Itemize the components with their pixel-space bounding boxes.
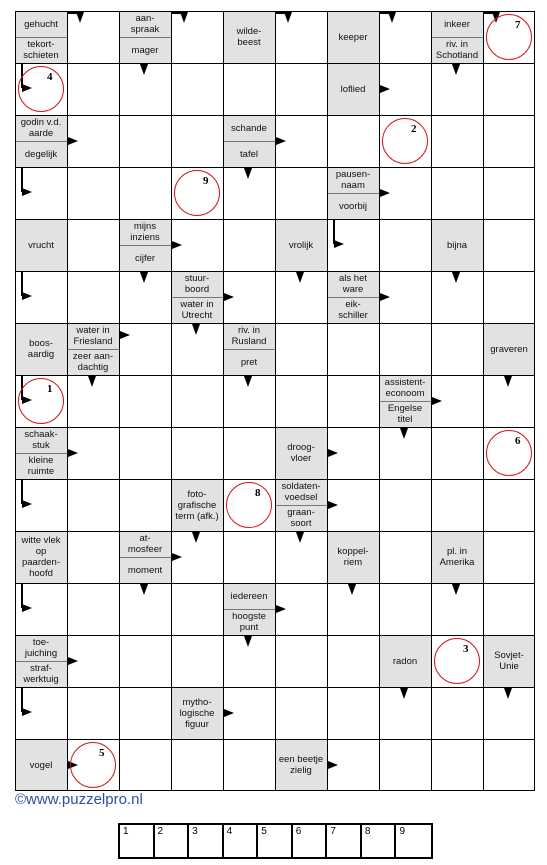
answer-cell[interactable] [431, 323, 483, 375]
clue-cell [171, 687, 223, 739]
clue-text: bijna [446, 239, 468, 251]
circle-number: 1 [47, 383, 53, 395]
circle-number: 6 [515, 435, 521, 447]
arrow-right-icon [172, 241, 182, 249]
arrow-right-icon [22, 708, 32, 716]
answer-cell[interactable] [223, 739, 275, 791]
clue-text: tafel [240, 148, 258, 160]
answer-cell[interactable] [327, 375, 379, 427]
grid-line [15, 115, 535, 116]
grid-line [171, 11, 172, 791]
clue-text: hoogste punt [232, 611, 266, 633]
arrow-stem [68, 12, 80, 14]
grid-line [15, 323, 535, 324]
grid-line [483, 11, 484, 791]
arrow-down-icon [140, 584, 148, 595]
arrow-right-icon [380, 293, 390, 301]
arrow-down-icon [296, 532, 304, 543]
clue-text: riv. in Schotland [435, 39, 479, 61]
clue-divider [67, 349, 119, 350]
arrow-right-icon [276, 605, 286, 613]
clue-text: iedereen [230, 590, 268, 602]
solution-index: 3 [192, 826, 198, 837]
clue-divider [119, 245, 171, 246]
clue-cell [483, 323, 535, 375]
clue-cell [119, 531, 171, 583]
answer-cell[interactable] [171, 635, 223, 687]
arrow-stem [172, 12, 184, 14]
solution-box[interactable] [258, 825, 293, 857]
clue-text: wilde- beest [236, 26, 262, 48]
clue-divider [223, 349, 275, 350]
answer-cell[interactable] [67, 479, 119, 531]
answer-cell[interactable] [67, 11, 119, 63]
arrow-down-icon [76, 12, 84, 23]
clue-text: Engelse titel [387, 403, 423, 425]
circle-number: 7 [515, 19, 521, 31]
answer-cell[interactable] [67, 687, 119, 739]
arrow-down-icon [504, 688, 512, 699]
clue-divider [223, 609, 275, 610]
clue-text: schande [231, 122, 267, 134]
clue-cell [431, 219, 483, 271]
solution-circle [18, 66, 64, 112]
clue-text: godin v.d. aarde [20, 117, 62, 139]
arrow-down-icon [348, 584, 356, 595]
answer-cell[interactable] [119, 687, 171, 739]
solution-circle [486, 430, 532, 476]
grid-line [275, 11, 276, 791]
clue-cell [15, 635, 67, 687]
arrow-stem [484, 12, 496, 14]
answer-cell[interactable] [119, 635, 171, 687]
clue-cell [15, 739, 67, 791]
clue-divider [15, 37, 67, 38]
clue-cell [431, 11, 483, 63]
answer-cell[interactable] [223, 219, 275, 271]
solution-box[interactable] [120, 825, 155, 857]
arrow-down-icon [504, 376, 512, 387]
arrow-down-icon [140, 64, 148, 75]
arrow-down-icon [88, 376, 96, 387]
arrow-down-icon [180, 12, 188, 23]
answer-cell[interactable] [67, 583, 119, 635]
circle-number: 3 [463, 643, 469, 655]
clue-text: vogel [29, 759, 53, 771]
solution-index: 1 [123, 826, 129, 837]
answer-cell[interactable] [171, 375, 223, 427]
arrow-stem [380, 12, 392, 14]
solution-circle [226, 482, 272, 528]
clue-text: soldaten- voedsel [281, 481, 321, 503]
solution-circle [70, 742, 116, 788]
arrow-right-icon [22, 188, 32, 196]
answer-cell[interactable] [67, 271, 119, 323]
clue-text: degelijk [24, 148, 58, 160]
clue-cell [223, 583, 275, 635]
clue-text: gehucht [24, 18, 58, 30]
arrow-down-icon [284, 12, 292, 23]
clue-text: graveren [490, 343, 528, 355]
solution-index: 6 [295, 826, 302, 837]
arrow-right-icon [120, 331, 130, 339]
arrow-right-icon [22, 500, 32, 508]
answer-cell[interactable] [327, 115, 379, 167]
clue-text: foto- grafische term (afk.) [175, 488, 219, 522]
clue-cell [327, 63, 379, 115]
solution-index: 2 [157, 826, 164, 837]
arrow-down-icon [244, 168, 252, 179]
circle-number: 9 [203, 175, 209, 187]
clue-text: keeper [338, 31, 368, 43]
arrow-right-icon [432, 397, 442, 405]
arrow-right-icon [328, 761, 338, 769]
answer-cell[interactable] [275, 323, 327, 375]
solution-circle [174, 170, 220, 216]
clue-cell [275, 479, 327, 531]
clue-text: loflied [340, 83, 366, 95]
arrow-right-icon [68, 657, 78, 665]
answer-cell[interactable] [379, 219, 431, 271]
arrow-down-icon [296, 272, 304, 283]
answer-cell[interactable] [119, 427, 171, 479]
answer-cell[interactable] [171, 583, 223, 635]
arrow-down-icon [452, 272, 460, 283]
answer-cell[interactable] [67, 531, 119, 583]
clue-cell [15, 531, 67, 583]
clue-text: witte vlek op paarden- hoofd [21, 535, 61, 579]
arrow-right-icon [68, 449, 78, 457]
clue-text: radon [392, 655, 418, 667]
clue-divider [119, 37, 171, 38]
clue-cell [379, 635, 431, 687]
answer-cell[interactable] [119, 479, 171, 531]
arrow-right-icon [224, 709, 234, 717]
arrow-right-icon [172, 553, 182, 561]
answer-cell[interactable] [483, 219, 535, 271]
answer-cell[interactable] [171, 63, 223, 115]
clue-cell [223, 323, 275, 375]
arrow-down-icon [140, 272, 148, 283]
clue-cell [431, 531, 483, 583]
clue-text: mager [131, 44, 159, 56]
circle-number: 4 [47, 71, 53, 83]
answer-cell[interactable] [223, 63, 275, 115]
clue-text: als het ware [339, 273, 367, 295]
answer-cell[interactable] [171, 115, 223, 167]
answer-cell[interactable] [275, 635, 327, 687]
clue-text: voorbij [339, 200, 367, 212]
clue-divider [327, 297, 379, 298]
grid-line [379, 11, 380, 791]
clue-divider [379, 401, 431, 402]
arrow-down-icon [452, 64, 460, 75]
arrow-down-icon [400, 688, 408, 699]
clue-cell [15, 11, 67, 63]
solution-circle [18, 378, 64, 424]
clue-text: zeer aan- dachtig [72, 351, 114, 373]
grid-line [15, 167, 535, 168]
grid-line [223, 11, 224, 791]
clue-cell [327, 11, 379, 63]
arrow-right-icon [334, 240, 344, 248]
clue-cell [483, 635, 535, 687]
clue-text: pausen- naam [335, 169, 371, 191]
clue-divider [15, 141, 67, 142]
clue-cell [223, 115, 275, 167]
solution-box[interactable] [362, 825, 397, 857]
answer-cell[interactable] [275, 375, 327, 427]
answer-cell[interactable] [431, 687, 483, 739]
clue-cell [119, 11, 171, 63]
arrow-down-icon [388, 12, 396, 23]
solution-index: 8 [364, 826, 371, 837]
grid-line [15, 687, 535, 688]
clue-cell [171, 271, 223, 323]
clue-text: Sovjet- Unie [494, 650, 524, 672]
answer-cell[interactable] [327, 635, 379, 687]
clue-text: eik- schiller [338, 299, 368, 321]
answer-cell[interactable] [119, 375, 171, 427]
answer-cell[interactable] [483, 115, 535, 167]
clue-text: tekort- schieten [23, 39, 59, 61]
clue-cell [379, 375, 431, 427]
clue-text: graan- soort [287, 507, 315, 529]
solution-circle [434, 638, 480, 684]
grid-line [15, 635, 535, 636]
answer-cell[interactable] [379, 531, 431, 583]
clue-text: mytho- logische figuur [179, 696, 215, 730]
clue-text: water in Utrecht [180, 299, 214, 321]
solution-index: 4 [226, 826, 233, 837]
clue-text: toe- juiching [24, 637, 58, 659]
answer-cell[interactable] [431, 739, 483, 791]
clue-text: een beetje zielig [278, 754, 324, 776]
answer-cell[interactable] [275, 167, 327, 219]
clue-divider [119, 557, 171, 558]
arrow-right-icon [328, 501, 338, 509]
solution-box[interactable] [293, 825, 328, 857]
clue-cell [275, 427, 327, 479]
answer-cell[interactable] [67, 167, 119, 219]
answer-cell[interactable] [275, 687, 327, 739]
answer-cell[interactable] [431, 427, 483, 479]
answer-cell[interactable] [275, 11, 327, 63]
copyright-text: ©www.puzzelpro.nl [15, 791, 143, 808]
clue-cell [327, 531, 379, 583]
answer-cell[interactable] [483, 739, 535, 791]
clue-cell [67, 323, 119, 375]
clue-cell [275, 219, 327, 271]
clue-text: pret [240, 356, 258, 368]
circle-number: 2 [411, 123, 417, 135]
arrow-right-icon [22, 604, 32, 612]
solution-box[interactable] [396, 825, 431, 857]
clue-text: pl. in Amerika [439, 546, 475, 568]
crossword-grid [15, 11, 535, 791]
grid-line [327, 11, 328, 791]
answer-cell[interactable] [431, 115, 483, 167]
clue-divider [15, 661, 67, 662]
clue-text: cijfer [134, 252, 156, 264]
clue-cell [275, 739, 327, 791]
answer-cell[interactable] [119, 115, 171, 167]
circle-number: 8 [255, 487, 261, 499]
arrow-right-icon [68, 137, 78, 145]
answer-cell[interactable] [483, 479, 535, 531]
solution-box[interactable] [224, 825, 259, 857]
arrow-right-icon [276, 137, 286, 145]
clue-text: stuur- boord [184, 273, 210, 295]
answer-cell[interactable] [119, 739, 171, 791]
clue-text: water in Friesland [73, 325, 113, 347]
answer-cell[interactable] [67, 63, 119, 115]
arrow-right-icon [380, 189, 390, 197]
answer-cell[interactable] [379, 11, 431, 63]
clue-cell [15, 219, 67, 271]
answer-cell[interactable] [327, 323, 379, 375]
grid-line [119, 11, 120, 791]
arrow-right-icon [224, 293, 234, 301]
clue-divider [15, 453, 67, 454]
solution-circle [486, 14, 532, 60]
arrow-down-icon [192, 532, 200, 543]
grid-line [15, 11, 16, 791]
clue-cell [15, 427, 67, 479]
solution-index: 9 [399, 826, 405, 837]
answer-cell[interactable] [171, 739, 223, 791]
clue-text: vrolijk [288, 239, 314, 251]
arrow-right-icon [328, 449, 338, 457]
arrow-down-icon [244, 376, 252, 387]
clue-cell [223, 11, 275, 63]
clue-text: straf- werktuig [23, 663, 59, 685]
solution-index: 7 [330, 826, 336, 837]
clue-text: kleine ruimte [27, 455, 55, 477]
grid-line [534, 11, 535, 791]
clue-divider [431, 37, 483, 38]
answer-cell[interactable] [483, 583, 535, 635]
grid-line [15, 739, 535, 740]
clue-text: moment [127, 564, 163, 576]
solution-circle [382, 118, 428, 164]
clue-cell [15, 115, 67, 167]
solution-box[interactable] [189, 825, 224, 857]
answer-cell[interactable] [379, 479, 431, 531]
answer-cell[interactable] [275, 63, 327, 115]
clue-divider [327, 193, 379, 194]
answer-cell[interactable] [327, 687, 379, 739]
arrow-right-icon [380, 85, 390, 93]
answer-cell[interactable] [379, 323, 431, 375]
clue-cell [171, 479, 223, 531]
clue-text: droog- vloer [287, 442, 315, 464]
clue-text: riv. in Rusland [231, 325, 267, 347]
solution-row [118, 823, 433, 859]
grid-line [15, 531, 535, 532]
clue-cell [327, 167, 379, 219]
clue-divider [275, 505, 327, 506]
answer-cell[interactable] [223, 427, 275, 479]
circle-number: 5 [99, 747, 105, 759]
grid-line [15, 11, 535, 12]
answer-cell[interactable] [379, 583, 431, 635]
clue-cell [119, 219, 171, 271]
arrow-down-icon [244, 636, 252, 647]
arrow-down-icon [400, 428, 408, 439]
grid-line [15, 479, 535, 480]
answer-cell[interactable] [431, 479, 483, 531]
answer-cell[interactable] [431, 167, 483, 219]
answer-cell[interactable] [67, 219, 119, 271]
clue-divider [171, 297, 223, 298]
clue-text: inkeer [444, 18, 470, 30]
clue-text: at- mosfeer [127, 533, 163, 555]
answer-cell[interactable] [379, 739, 431, 791]
clue-cell [327, 271, 379, 323]
grid-line [67, 11, 68, 791]
answer-cell[interactable] [483, 167, 535, 219]
arrow-down-icon [452, 584, 460, 595]
answer-cell[interactable] [483, 531, 535, 583]
answer-cell[interactable] [223, 531, 275, 583]
clue-cell [15, 323, 67, 375]
clue-text: assistent- econoom [384, 377, 426, 399]
solution-box[interactable] [155, 825, 190, 857]
clue-divider [223, 141, 275, 142]
solution-box[interactable] [327, 825, 362, 857]
arrow-stem [276, 12, 288, 14]
clue-text: koppel- riem [337, 546, 369, 568]
grid-line [15, 427, 535, 428]
solution-index: 5 [261, 826, 267, 837]
grid-line [15, 219, 535, 220]
answer-cell[interactable] [483, 271, 535, 323]
clue-text: mijns inziens [130, 221, 160, 243]
clue-text: aan- spraak [130, 13, 160, 35]
answer-cell[interactable] [119, 167, 171, 219]
arrow-right-icon [22, 292, 32, 300]
answer-cell[interactable] [171, 427, 223, 479]
clue-text: boos- aardig [27, 338, 55, 360]
clue-text: vrucht [28, 239, 54, 251]
answer-cell[interactable] [483, 63, 535, 115]
arrow-down-icon [192, 324, 200, 335]
answer-cell[interactable] [171, 11, 223, 63]
clue-text: schaak- stuk [24, 429, 58, 451]
